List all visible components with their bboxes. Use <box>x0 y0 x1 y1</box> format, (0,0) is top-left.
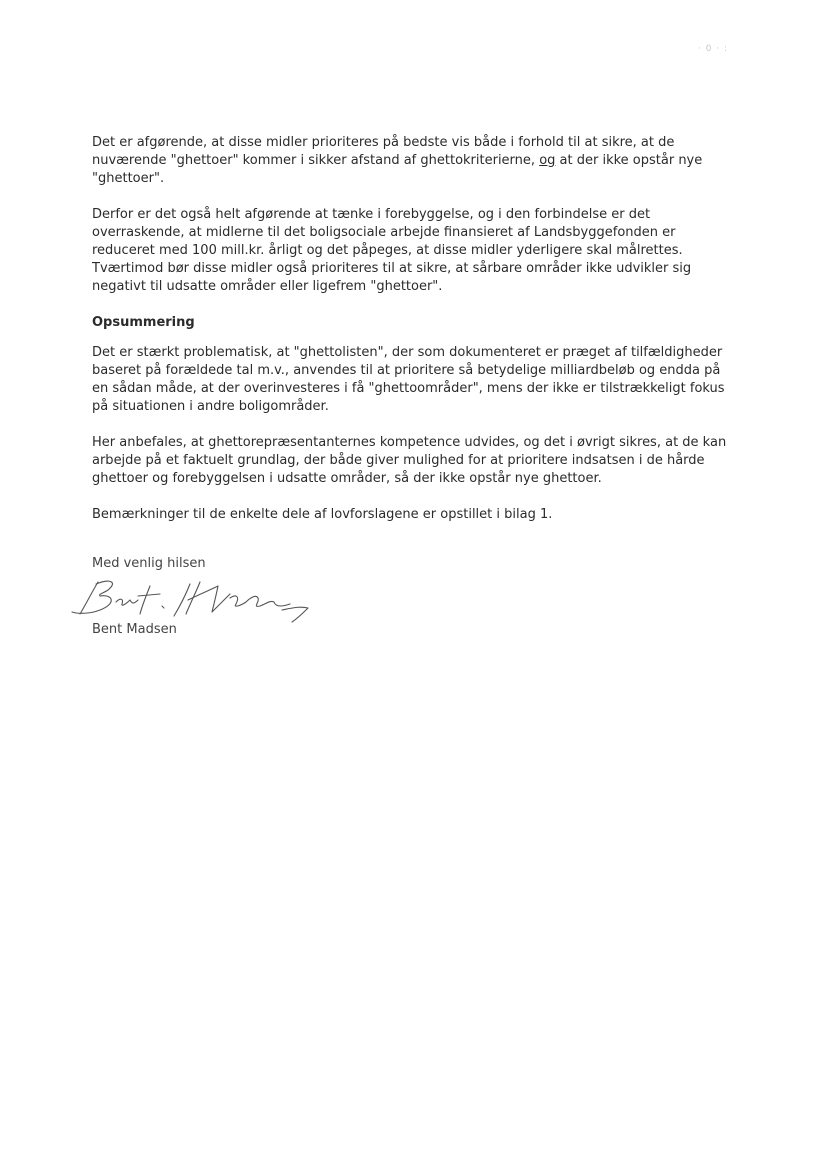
paragraph-2: Derfor er det også helt afgørende at tænke i forebyggelse, og i den forbindelse er det overraskende, at midlerne til det boligsociale arbejde finansieret af Landsbyggefonden er reduceret med 100 mill.kr. årligt og det påpeges, at disse midler yderligere skal målrettes. Tværtimod bør disse midler også prioriteres til at sikre, at sårbare områder ikke udvikler sig negativt til udsatte områder eller ligefrem "ghettoer". <box>92 207 692 294</box>
letter-body <box>92 134 732 542</box>
section-heading: Opsummering <box>92 315 195 330</box>
signature-text: Bent Madsen <box>70 574 77 575</box>
paragraph-1-part-a: Det er afgørende, at disse midler prioriteres på bedste vis både i forhold til at sikre, at de nuværende "ghettoer" kommer i sikker afstand af ghettokriterierne, <box>92 135 675 168</box>
paragraph-4: Her anbefales, at ghettorepræsentanternes kompetence udvides, og det i øvrigt sikres, at de kan arbejde på et faktuelt grundlag, der både giver mulighed for at prioritere indsatsen i de hårde ghettoer og forebyggelsen i udsatte områder, så der ikke opstår nye ghettoer. <box>92 435 727 486</box>
signer-name: Bent Madsen <box>92 622 177 637</box>
paragraph-5: Bemærkninger til de enkelte dele af lovforslagene er opstillet i bilag 1. <box>92 507 553 522</box>
paragraph-1-part-b: at der ikke opstår nye "ghettoer". <box>92 153 703 186</box>
paragraph-1 <box>92 134 732 188</box>
closing-greeting: Med venlig hilsen <box>92 556 206 571</box>
handwritten-signature <box>70 574 320 626</box>
paragraph-3: Det er stærkt problematisk, at "ghettolisten", der som dokumenteret er præget af tilfældigheder baseret på forældede tal m.v., anvendes til at prioritere så betydelige milliardbeløb og endda på en sådan måde, at der overinvesteres i få "ghettoområder", mens der ikke er tilstrækkeligt fokus på situationen i andre boligområder. <box>92 345 725 414</box>
underlined-word: og <box>539 153 556 168</box>
header-mark: · 0 · : <box>698 44 729 54</box>
